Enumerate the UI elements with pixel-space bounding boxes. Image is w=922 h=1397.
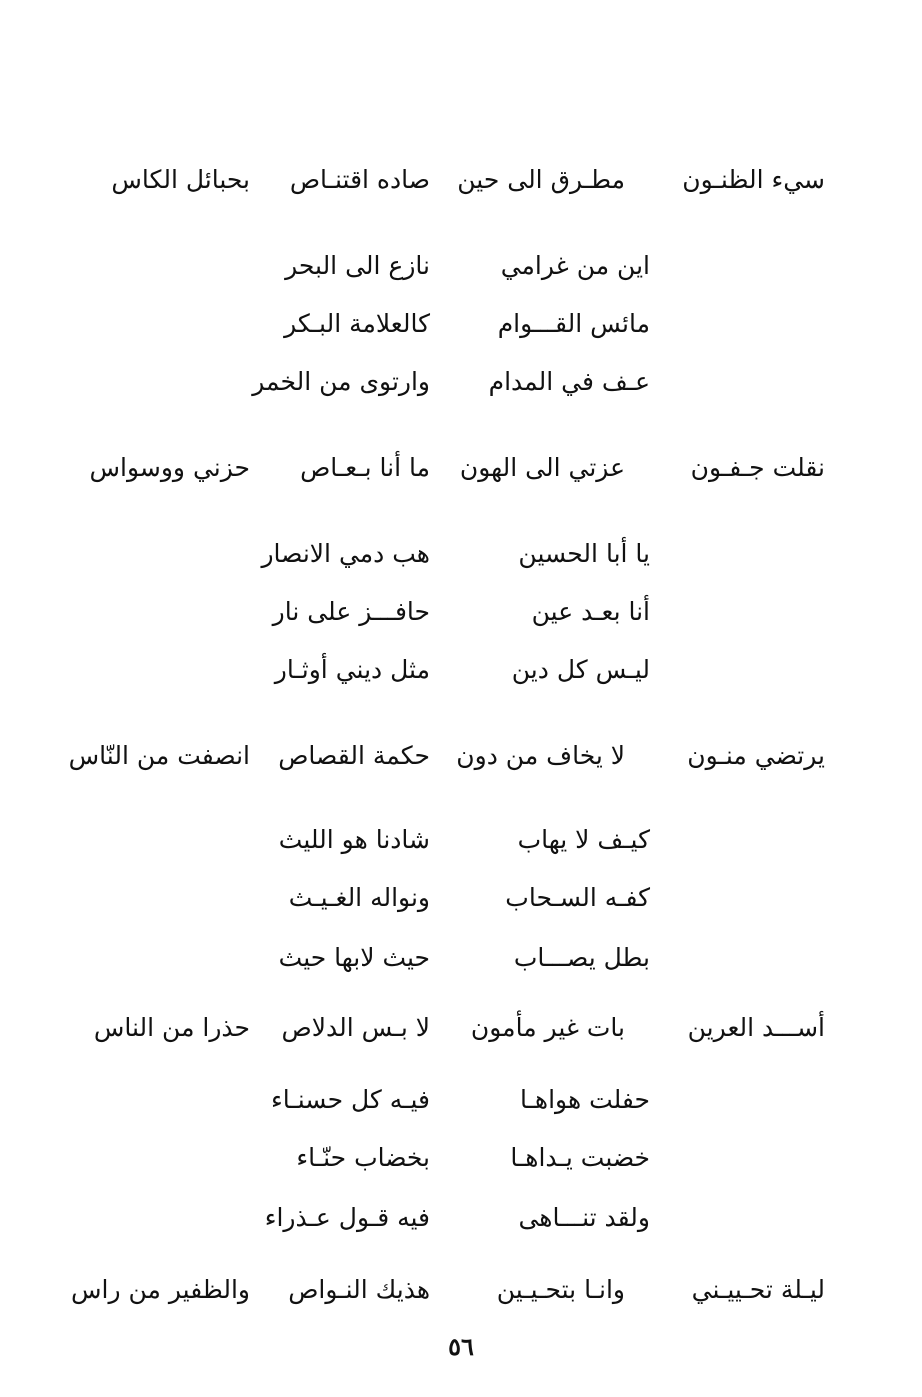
verse-line [265,592,650,632]
refrain-segment: صاده اقتنـاص [289,165,430,194]
refrain-segment: عزتي الى الهون [459,453,625,482]
verse-hemistich: فيه قـول عـذراء [264,1203,430,1232]
refrain-segment: بحبائل الكاس [111,165,250,194]
verse-hemistich: كفـه السـحاب [505,883,650,912]
verse-hemistich: وارتوى من الخمر [252,367,430,396]
refrain-segment: ليـلة تحـييـني [691,1275,825,1304]
refrain-segment: ما أنا بـعـاص [300,453,430,482]
verse-hemistich: بطل يصـــاب [513,943,650,972]
verse-line [265,1138,650,1178]
verse-line [265,246,650,286]
refrain-line [71,1270,825,1310]
refrain-line [68,736,825,776]
verse-hemistich: شادنا هو الليث [278,825,430,854]
verse-line [265,1080,650,1120]
verse-line [265,304,650,344]
verse-line [265,1198,650,1238]
verse-hemistich: كالعلامة البـكر [284,309,430,338]
verse-hemistich: خضبت يـداهـا [510,1143,650,1172]
verse-hemistich: ولقد تنـــاهى [518,1203,650,1232]
refrain-segment: حكمة القصاص [278,741,430,770]
refrain-segment: لا بـس الدلاص [281,1013,430,1042]
verse-line [265,820,650,860]
verse-line [252,362,650,402]
verse-hemistich: يا أبا الحسين [518,539,650,568]
refrain-segment: مطـرق الى حين [457,165,625,194]
verse-line [261,534,650,574]
verse-line [265,878,650,918]
verse-line [265,650,650,690]
refrain-segment: لا يخاف من دون [456,741,625,770]
refrain-segment: يرتضي منـون [687,741,825,770]
refrain-segment: وانـا بتحـيـين [496,1275,625,1304]
refrain-segment: هذيك النـواص [288,1275,430,1304]
verse-hemistich: حيث لابها حيث [278,943,430,972]
verse-hemistich: ونواله الغـيـث [288,883,430,912]
refrain-segment: والظفير من راس [71,1275,250,1304]
verse-hemistich: حفلت هواهـا [519,1085,650,1114]
verse-hemistich: بخضاب حنّـاء [296,1143,430,1172]
refrain-line [95,1008,825,1048]
verse-hemistich: أنا بعـد عين [531,597,650,626]
refrain-segment: سيء الظنـون [682,165,825,194]
verse-hemistich: مائس القـــوام [497,309,650,338]
verse-line [265,938,650,978]
verse-hemistich: نازع الى البحر [285,251,430,280]
refrain-segment: حذرا من الناس [93,1013,250,1042]
page-number: ٥٦ [448,1332,474,1361]
refrain-segment: انصفت من النّاس [68,741,250,770]
refrain-segment: حزني ووسواس [89,453,250,482]
verse-hemistich: هب دمي الانصار [261,539,430,568]
refrain-line [89,448,825,488]
refrain-segment: بات غير مأمون [470,1013,625,1042]
verse-hemistich: اين من غرامي [500,251,650,280]
verse-hemistich: كيـف لا يهاب [517,825,650,854]
verse-hemistich: عـف في المدام [488,367,650,396]
verse-hemistich: حافـــز على نار [272,597,430,626]
verse-hemistich: فيـه كل حسنـاء [271,1085,430,1114]
refrain-segment: أســـد العرين [687,1013,825,1042]
verse-hemistich: ليـس كل دين [511,655,650,684]
verse-hemistich: مثل ديني أوثـار [274,655,430,684]
refrain-line [95,160,825,200]
refrain-segment: نقلت جـفـون [690,453,825,482]
